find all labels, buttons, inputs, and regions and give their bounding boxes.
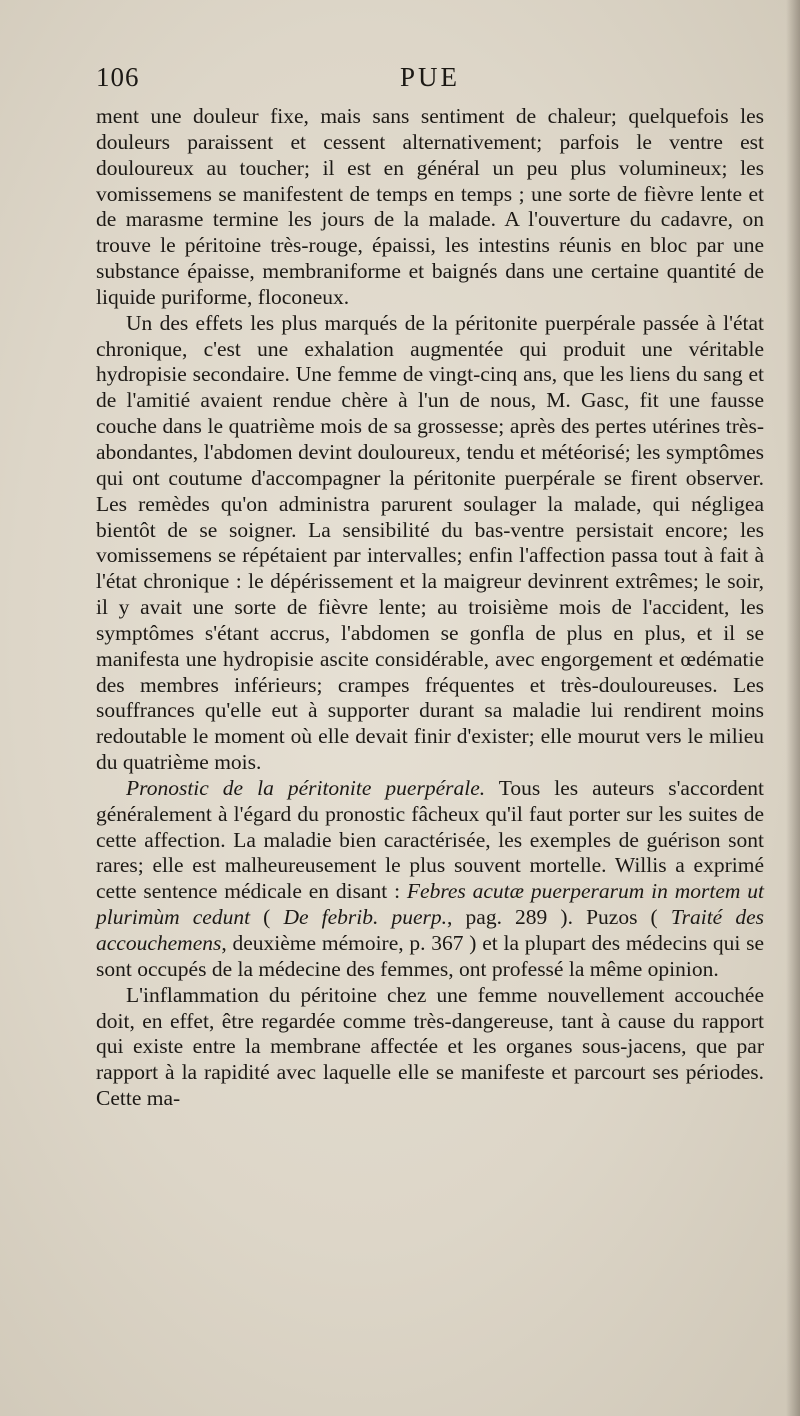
paragraph-chronic-case: Un des effets les plus marqués de la péritonite puerpérale passée à l'état chronique, c'est une exhalation augmentée qui produit une véritable hydropisie secondaire. Une femme de vingt-cinq ans, que les liens du sang et de l'amitié avaient rendue chère à l'un de nous, M. Gasc, fit une fausse couche dans le quatrième mois de sa grossesse; après des pertes utérines très-abondantes, l'abdomen devint douloureux, tendu et météorisé; les symptômes qui ont coutume d'accompagner la péritonite puerpérale se firent observer. Les remèdes qu'on administra parurent soulager la malade, qui négligea bientôt de se soigner. La sensibilité du bas-ventre persistait encore; les vomissemens se répétaient par intervalles; enfin l'affection passa tout à fait à l'état chronique : le dépérissement et la maigreur devinrent extrêmes; le soir, il y avait une sorte de fièvre lente; au troisième mois de l'accident, les symptômes s'étant accrus, l'abdomen se gonfla de plus en plus, et il se manifesta une hydropisie ascite considérable, avec engorgement et œdématie des membres inférieurs; crampes fréquentes et très-douloureuses. Les souffrances qu'elle eut à supporter durant sa maladie lui rendirent moins redoutable le moment où elle devait finir d'exister; elle mourut vers le milieu du quatrième mois. [96,310,764,775]
citation-willis: De febrib. puerp. [283,905,448,930]
body-text [96,104,764,1112]
prognosis-text-3: , pag. 289 ). Puzos ( [447,905,671,930]
willis-quotation: Febres acutæ puerperarum in mortem ut plurimùm cedunt [96,879,764,930]
paragraph-inflammation: L'inflammation du péritoine chez une femme nouvellement accouchée doit, en effet, être regardée comme très-dangereuse, tant à cause du rapport qui existe entre la membrane affectée et les organes sous-jacens, que par rapport à la rapidité avec laquelle elle se manifeste et parcourt ses périodes. Cette ma- [96,982,764,1111]
citation-puzos: Traité des accouchemens [96,905,764,955]
binding-shadow [786,0,800,1416]
prognosis-text-1: Tous les auteurs s'accordent généralement à l'égard du pronostic fâcheux qu'il faut porter sur les suites de cette affection. La maladie bien caractérisée, les exemples de guérison sont rares; elle est malheureusement le plus souvent mortelle. Willis a exprimé cette sentence médicale en disant : [96,775,764,904]
section-heading-prognosis: Pronostic de la péritonite puerpérale. [126,775,486,800]
running-head: PUE [399,62,460,92]
prognosis-text-2: ( [250,905,284,930]
paragraph-autopsy-description: ment une douleur fixe, mais sans sentiment de chaleur; quelquefois les douleurs paraissent et cessent alternativement; parfois le ventre est douloureux au toucher; il est en général un peu plus volumineux; les vomissemens se manifestent de temps en temps ; une sorte de fièvre lente et de marasme termine les jours de la malade. A l'ouverture du cadavre, on trouve le péritoine très-rouge, épaissi, les intestins réunis en bloc par une substance épaisse, membraniforme et baignés dans une certaine quantité de liquide puriforme, floconeux. [96,104,764,309]
paragraph-prognosis [96,776,764,983]
prognosis-text-4: , deuxième mémoire, p. 367 ) et la plupart des médecins qui se sont occupés de la médecine des femmes, ont professé la même opinion. [96,931,764,981]
page-number: 106 [96,62,140,92]
page-header [96,62,764,102]
